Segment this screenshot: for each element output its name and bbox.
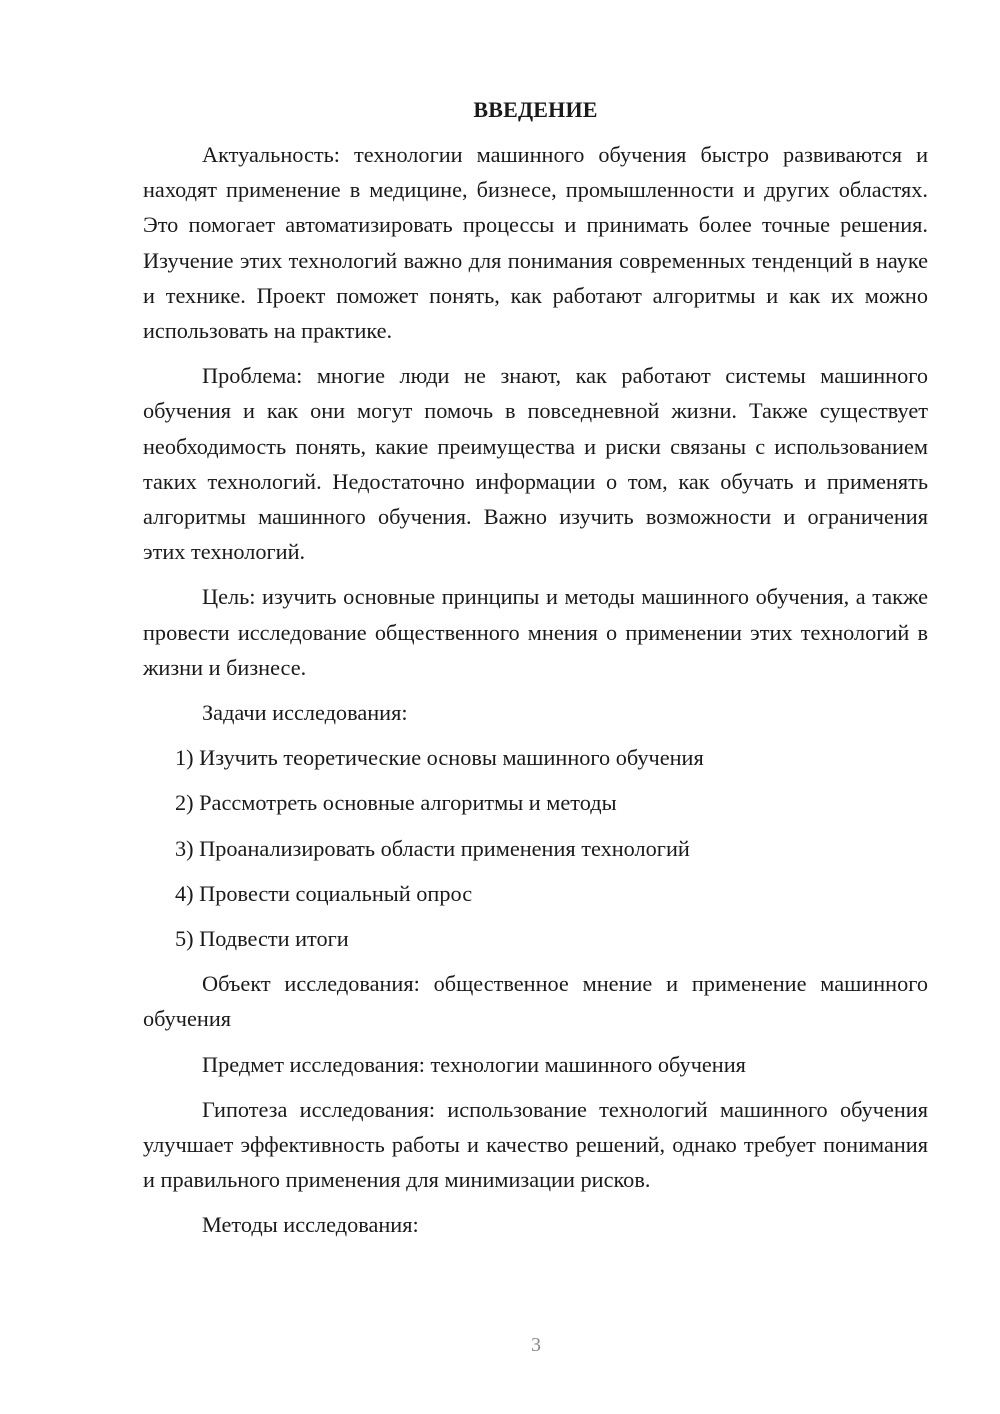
task-item: 4) Провести социальный опрос — [175, 880, 473, 906]
task-item: 2) Рассмотреть основные алгоритмы и методы — [175, 790, 617, 816]
page-number: 3 — [531, 1334, 541, 1356]
task-item: 3) Проанализировать области применения технологий — [175, 835, 690, 861]
section-heading: ВВЕДЕНИЕ — [473, 97, 598, 122]
page-content — [143, 95, 928, 1253]
relevance-paragraph: Актуальность: технологии машинного обучения быстро развиваются и находят применение в медицине, бизнесе, промышленности и других областях. Это помогает автоматизировать процессы и принимать более точные решения. Изучение этих технологий важно для понимания современных тенденций в науке и технике. Проект поможет понять, как работают алгоритмы и как их можно использовать на практике. — [143, 142, 928, 344]
task-item: 5) Подвести итоги — [175, 926, 349, 952]
methods-intro: Методы исследования: — [202, 1212, 419, 1238]
hypothesis-paragraph: Гипотеза исследования: использование технологий машинного обучения улучшает эффективность работы и качество решений, однако требует понимания и правильного применения для минимизации рисков. — [143, 1096, 928, 1193]
task-item: 1) Изучить теоретические основы машинного обучения — [175, 745, 704, 771]
object-paragraph: Объект исследования: общественное мнение и применение машинного обучения — [143, 971, 928, 1032]
problem-paragraph: Проблема: многие люди не знают, как работают системы машинного обучения и как они могут помочь в повседневной жизни. Также существует необходимость понять, какие преимущества и риски связаны с использованием таких технологий. Недостаточно информации о том, как обучать и применять алгоритмы машинного обучения. Важно изучить возможности и ограничения этих технологий. — [143, 363, 928, 565]
goal-paragraph: Цель: изучить основные принципы и методы машинного обучения, а также провести исследование общественного мнения о применении этих технологий в жизни и бизнесе. — [143, 584, 928, 680]
tasks-intro: Задачи исследования: — [202, 700, 408, 726]
subject-paragraph: Предмет исследования: технологии машинного обучения — [202, 1051, 746, 1077]
task-list — [143, 740, 928, 956]
